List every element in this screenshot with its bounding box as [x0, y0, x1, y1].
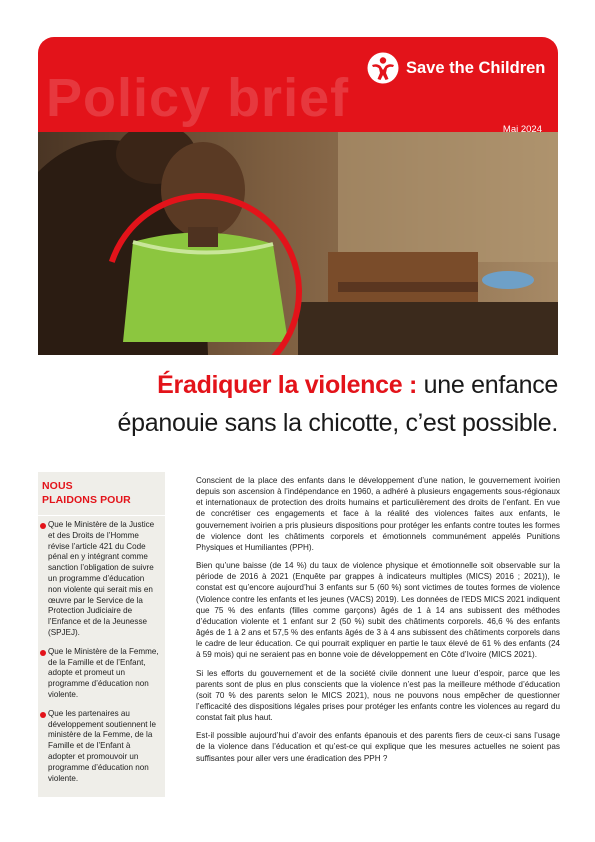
title-rest: une enfance: [417, 371, 558, 399]
advocacy-list: [38, 520, 165, 784]
sidebar-title-line-1: NOUS: [42, 480, 73, 492]
advocacy-sidebar: [38, 472, 165, 797]
save-the-children-logo-icon: [366, 51, 400, 85]
child-photo-illustration: [38, 132, 558, 355]
advocacy-item: Que le Ministère de la Justice et des Droits de l’Homme révise l’article 421 du Code pénal en y intégrant comme sanction l’obligation de suivre un programme d’éducation non violente qui serait mis en œuvre par le Service de la Protection Judiciaire de l’Enfance et de la Jeunesse (SPJEJ).: [38, 520, 165, 639]
sidebar-title-line-2: PLAIDONS POUR: [42, 494, 131, 506]
body-paragraph: Conscient de la place des enfants dans le développement d’une nation, le gouvernement ivoirien depuis son ascension à l’indépendance en 1960, a adhéré à plusieurs engagements sous-régionaux et internationaux de protection des droits humains et particulièrement des droits de l’enfant. En vue de concrétiser ces engagements et face à la réalité des violences faites aux enfants, le gouvernement ivoirien a pris plusieurs dispositions pour protéger les enfants contre toutes les formes de violence dont les châtiments corporels et émotionnels communément appelés Punitions Physiques et Humiliantes (PPH).: [196, 476, 560, 552]
sidebar-title: [42, 479, 165, 507]
body-paragraph: Bien qu’une baisse (de 14 %) du taux de violence physique et émotionnelle soit observable sur la période de 2016 à 2021 (Enquête par grappes à indicateurs multiples (MICS) 2016 ; 2021)), le constat est qu’encore aujourd’hui 3 enfants sur 5 (60 %) sont victimes de toutes formes de violence (Violence contre les enfants et les jeunes (VACS) 2019). Les données de l’EDS MICS 2021 indiquent que 75 % des enfants (filles comme garçons) âgés de 1 à 14 ans subissent des méthodes d’éducation violente et 1 enfant sur 2 (50 %) subit des châtiments corporels. 46,6 % des enfants âgés de 1 à 2 ans et 57,5 % des enfants âgés de 3 à 4 ans subissent des châtiments corporels dans le cadre de leur éducation. Ce qui pourrait expliquer en partie le taux élevé de 61 % des enfants (24 à 59 mois) qui ne seraient pas en bonne voie de développement en Côte d’Ivoire (MICS 2021).: [196, 561, 560, 660]
body-paragraph: Si les efforts du gouvernement et de la société civile donnent une lueur d’espoir, parce que les parents sont de plus en plus conscients que la violence n’est pas la meilleure méthode d’éducation (soit 70 % des parents selon le MICS 2021), nous ne pouvons nous empêcher de questionner l’efficacité des dispositions légales prises pour protéger les enfants contre les violences au regard du constat fait plus haut.: [196, 668, 560, 723]
advocacy-item: Que les partenaires au développement soutiennent le ministère de la Femme, de la Famille et de l’Enfant à adopter et promouvoir un programme d’éducation non violente.: [38, 709, 165, 785]
cover-photo: [38, 132, 558, 355]
advocacy-item: Que le Ministère de la Femme, de la Famille et de l’Enfant, adopte et promeut un programme d’éducation non violente.: [38, 647, 165, 701]
brand-name: Save the Children: [406, 58, 546, 77]
title-highlight: Éradiquer la violence :: [157, 371, 418, 399]
title-line-2: épanouie sans la chicotte, c’est possible.: [117, 409, 558, 437]
page-title: [38, 366, 558, 442]
publication-date: Mai 2024: [502, 124, 542, 132]
header-banner: [38, 37, 558, 132]
body-paragraph: Est-il possible aujourd’hui d’avoir des enfants épanouis et des parents fiers de ceux-ci sans l’usage de la violence dans l’éducation et qu’est-ce qui explique que les mesures actuelles ne soient pas suffisantes pour aller vers une éradication des PPH ?: [196, 731, 560, 763]
brand-logo: [366, 51, 545, 85]
sidebar-divider: [38, 515, 165, 516]
body-text: [196, 475, 560, 771]
policy-brief-watermark: Policy brief: [46, 68, 350, 128]
